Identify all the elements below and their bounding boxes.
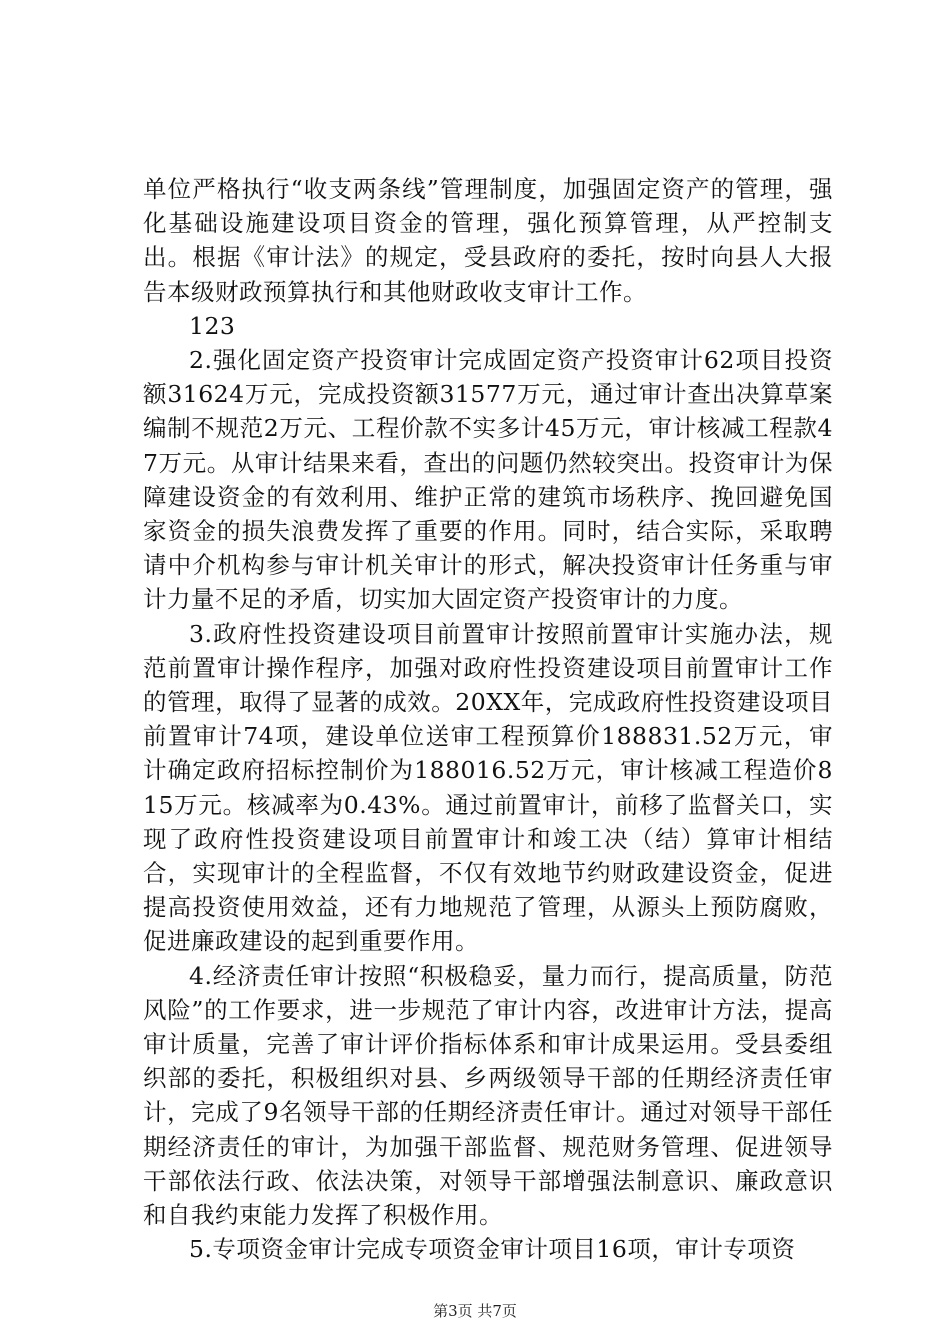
paragraph-preliminary-audit: 3.政府性投资建设项目前置审计按照前置审计实施办法，规范前置审计操作程序，加强对政府性投资建设项目前置审计工作的管理，取得了显著的成效。20XX年，完成政府性投资建设项目前置审计74项，建设单位送审工程预算价188831.52万元，审计确定政府招标控制价为188016.52万元，审计核减工程造价815万元。核减率为0.43%。通过前置审计，前移了监督关口，实现了政府性投资建设项目前置审计和竣工决（结）算审计相结合，实现审计的全程监督，不仅有效地节约财政建设资金，促进提高投资使用效益，还有力地规范了管理，从源头上预防腐败，促进廉政建设的起到重要作用。 [143, 619, 833, 956]
page-footer: 第3页 共7页 [433, 1302, 517, 1320]
paragraph-economic-responsibility-audit: 4.经济责任审计按照“积极稳妥，量力而行，提高质量，防范风险”的工作要求，进一步规范了审计内容，改进审计方法，提高审计质量，完善了审计评价指标体系和审计成果运用。受县委组织部的委托，积极组织对县、乡两级领导干部的任期经济责任审计，完成了9名领导干部的任期经济责任审计。通过对领导干部任期经济责任的审计，为加强干部监督、规范财务管理、促进领导干部依法行政、依法决策，对领导干部增强法制意识、廉政意识和自我约束能力发挥了积极作用。 [143, 961, 833, 1230]
paragraph-intro: 单位严格执行“收支两条线”管理制度，加强固定资产的管理，强化基础设施建设项目资金的管理，强化预算管理，从严控制支出。根据《审计法》的规定，受县政府的委托，按时向县人大报告本级财政预算执行和其他财政收支审计工作。 [143, 175, 833, 306]
paragraph-special-fund-audit: 5.专项资金审计完成专项资金审计项目16项，审计专项资 [189, 1235, 796, 1264]
paragraph-fixed-asset-audit: 2.强化固定资产投资审计完成固定资产投资审计62项目投资额31624万元，完成投资额31577万元，通过审计查出决算草案编制不规范2万元、工程价款不实多计45万元，审计核减工程款47万元。从审计结果来看，查出的问题仍然较突出。投资审计为保障建设资金的有效利用、维护正常的建筑市场秩序、挽回避免国家资金的损失浪费发挥了重要的作用。同时，结合实际，采取聘请中介机构参与审计机关审计的形式，解决投资审计任务重与审计力量不足的矛盾，切实加大固定资产投资审计的力度。 [143, 346, 833, 614]
document-body [143, 172, 833, 1267]
paragraph-number-label: 123 [189, 311, 236, 340]
